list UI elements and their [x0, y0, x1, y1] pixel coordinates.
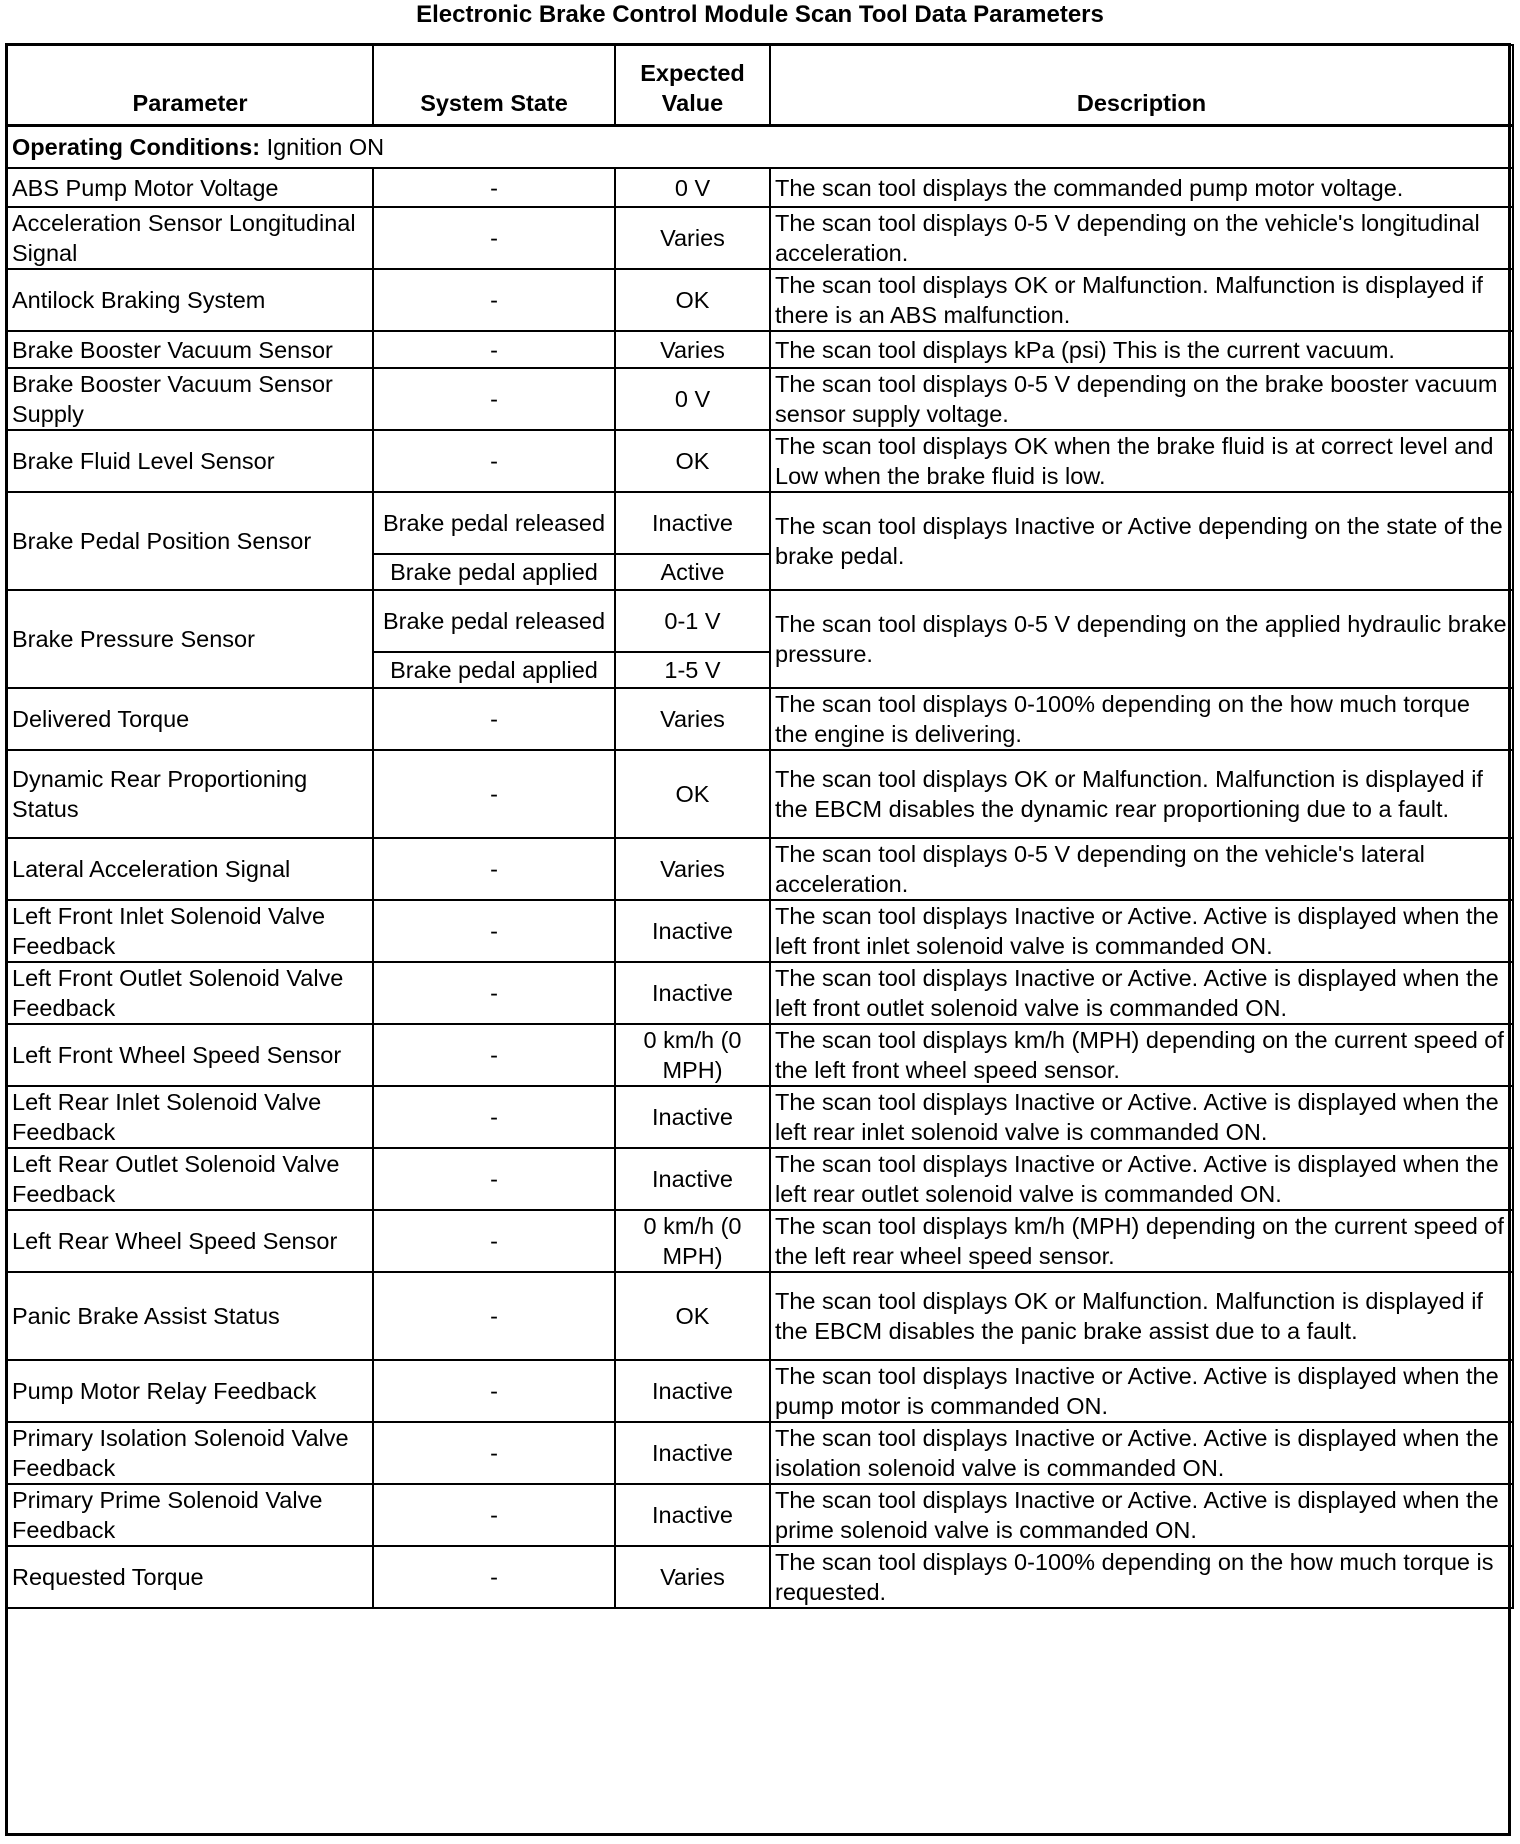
description-cell: The scan tool displays OK when the brake fluid is at correct level and Low when the brake fluid is low. [770, 430, 1513, 492]
expected-value-cell: Inactive [615, 962, 770, 1024]
table-row [7, 1360, 1513, 1422]
expected-value-cell: Inactive [615, 1148, 770, 1210]
parameter-cell: Acceleration Sensor Longitudinal Signal [7, 207, 373, 269]
description-cell: The scan tool displays km/h (MPH) depending on the current speed of the left front wheel speed sensor. [770, 1024, 1513, 1086]
system-state-cell: Brake pedal released [373, 492, 615, 554]
system-state-cell: - [373, 1086, 615, 1148]
system-state-cell: - [373, 838, 615, 900]
system-state-cell: Brake pedal released [373, 590, 615, 652]
table-row [7, 331, 1513, 368]
expected-value-cell: OK [615, 269, 770, 331]
parameter-cell: Left Rear Wheel Speed Sensor [7, 1210, 373, 1272]
expected-value-cell: 0 km/h (0 MPH) [615, 1024, 770, 1086]
table-row [7, 207, 1513, 269]
system-state-cell: - [373, 1272, 615, 1360]
table-row [7, 838, 1513, 900]
table-row [7, 430, 1513, 492]
header-row [7, 45, 1513, 126]
header-expected-value-line1: Expected [640, 60, 745, 86]
parameter-cell: Brake Booster Vacuum Sensor Supply [7, 368, 373, 430]
table-row [7, 168, 1513, 207]
parameter-cell: Left Front Outlet Solenoid Valve Feedback [7, 962, 373, 1024]
description-cell: The scan tool displays OK or Malfunction. Malfunction is displayed if the EBCM disables the dynamic rear proportioning due to a fault. [770, 750, 1513, 838]
table-row [7, 368, 1513, 430]
parameter-cell: Requested Torque [7, 1546, 373, 1608]
parameter-cell: Brake Booster Vacuum Sensor [7, 331, 373, 368]
system-state-cell: - [373, 207, 615, 269]
parameter-cell: Left Front Inlet Solenoid Valve Feedback [7, 900, 373, 962]
expected-value-cell: OK [615, 430, 770, 492]
table-row [7, 1086, 1513, 1148]
table-row [7, 1024, 1513, 1086]
table-row [7, 1272, 1513, 1360]
system-state-cell: - [373, 1024, 615, 1086]
system-state-cell: - [373, 331, 615, 368]
table-row [7, 1546, 1513, 1608]
description-cell: The scan tool displays 0-100% depending on the how much torque the engine is delivering. [770, 688, 1513, 750]
description-cell: The scan tool displays 0-100% depending on the how much torque is requested. [770, 1546, 1513, 1608]
expected-value-cell: Inactive [615, 900, 770, 962]
system-state-cell: - [373, 962, 615, 1024]
table-row [7, 1148, 1513, 1210]
operating-conditions-row [7, 126, 1513, 169]
description-cell: The scan tool displays Inactive or Active. Active is displayed when the isolation solenoid valve is commanded ON. [770, 1422, 1513, 1484]
description-cell: The scan tool displays kPa (psi) This is the current vacuum. [770, 331, 1513, 368]
parameter-cell: Pump Motor Relay Feedback [7, 1360, 373, 1422]
table-row [7, 590, 1513, 652]
description-cell: The scan tool displays Inactive or Active. Active is displayed when the left front outlet solenoid valve is commanded ON. [770, 962, 1513, 1024]
description-cell: The scan tool displays km/h (MPH) depending on the current speed of the left rear wheel speed sensor. [770, 1210, 1513, 1272]
header-description: Description [770, 45, 1513, 126]
system-state-cell: - [373, 1546, 615, 1608]
table-row [7, 1484, 1513, 1546]
expected-value-cell: 0-1 V [615, 590, 770, 652]
table-row [7, 750, 1513, 838]
parameter-cell: Dynamic Rear Proportioning Status [7, 750, 373, 838]
page-title: Electronic Brake Control Module Scan Tool Data Parameters [416, 1, 1104, 28]
header-parameter: Parameter [7, 45, 373, 126]
description-cell: The scan tool displays 0-5 V depending on the vehicle's longitudinal acceleration. [770, 207, 1513, 269]
operating-conditions-cell [7, 126, 1513, 169]
system-state-cell: - [373, 368, 615, 430]
parameter-cell: Antilock Braking System [7, 269, 373, 331]
description-cell: The scan tool displays 0-5 V depending on the applied hydraulic brake pressure. [770, 590, 1513, 688]
parameter-cell: Left Rear Outlet Solenoid Valve Feedback [7, 1148, 373, 1210]
description-cell: The scan tool displays Inactive or Active depending on the state of the brake pedal. [770, 492, 1513, 590]
system-state-cell: - [373, 269, 615, 331]
expected-value-cell: Varies [615, 688, 770, 750]
description-cell: The scan tool displays Inactive or Active. Active is displayed when the left rear outlet solenoid valve is commanded ON. [770, 1148, 1513, 1210]
expected-value-cell: OK [615, 750, 770, 838]
parameter-cell: Brake Fluid Level Sensor [7, 430, 373, 492]
system-state-cell: Brake pedal applied [373, 652, 615, 688]
system-state-cell: - [373, 750, 615, 838]
description-cell: The scan tool displays 0-5 V depending on the vehicle's lateral acceleration. [770, 838, 1513, 900]
parameter-cell: Left Front Wheel Speed Sensor [7, 1024, 373, 1086]
system-state-cell: Brake pedal applied [373, 554, 615, 590]
parameter-cell: Delivered Torque [7, 688, 373, 750]
system-state-cell: - [373, 1422, 615, 1484]
expected-value-cell: 0 V [615, 168, 770, 207]
expected-value-cell: Active [615, 554, 770, 590]
description-cell: The scan tool displays Inactive or Active. Active is displayed when the prime solenoid valve is commanded ON. [770, 1484, 1513, 1546]
description-cell: The scan tool displays the commanded pump motor voltage. [770, 168, 1513, 207]
parameter-cell: Brake Pressure Sensor [7, 590, 373, 688]
description-cell: The scan tool displays 0-5 V depending on the brake booster vacuum sensor supply voltage. [770, 368, 1513, 430]
parameter-cell: Primary Isolation Solenoid Valve Feedback [7, 1422, 373, 1484]
expected-value-cell: Varies [615, 1546, 770, 1608]
parameter-cell: Left Rear Inlet Solenoid Valve Feedback [7, 1086, 373, 1148]
table-row [7, 962, 1513, 1024]
system-state-cell: - [373, 1210, 615, 1272]
expected-value-cell: Varies [615, 331, 770, 368]
expected-value-cell: Varies [615, 838, 770, 900]
table-row [7, 900, 1513, 962]
parameter-cell: Primary Prime Solenoid Valve Feedback [7, 1484, 373, 1546]
expected-value-cell: 1-5 V [615, 652, 770, 688]
table-row [7, 269, 1513, 331]
expected-value-cell: Inactive [615, 1360, 770, 1422]
system-state-cell: - [373, 430, 615, 492]
header-expected-value-line2: Value [661, 90, 724, 116]
expected-value-cell: OK [615, 1272, 770, 1360]
system-state-cell: - [373, 1484, 615, 1546]
table-body [7, 126, 1513, 1609]
expected-value-cell: Varies [615, 207, 770, 269]
system-state-cell: - [373, 1360, 615, 1422]
expected-value-cell: Inactive [615, 1086, 770, 1148]
parameter-cell: Panic Brake Assist Status [7, 1272, 373, 1360]
expected-value-cell: Inactive [615, 492, 770, 554]
description-cell: The scan tool displays OK or Malfunction. Malfunction is displayed if there is an ABS malfunction. [770, 269, 1513, 331]
table-row [7, 1422, 1513, 1484]
operating-conditions-value: Ignition ON [260, 134, 385, 160]
system-state-cell: - [373, 688, 615, 750]
system-state-cell: - [373, 168, 615, 207]
parameter-cell: Lateral Acceleration Signal [7, 838, 373, 900]
description-cell: The scan tool displays Inactive or Active. Active is displayed when the pump motor is commanded ON. [770, 1360, 1513, 1422]
table-row [7, 1210, 1513, 1272]
system-state-cell: - [373, 900, 615, 962]
parameter-cell: Brake Pedal Position Sensor [7, 492, 373, 590]
table-row [7, 688, 1513, 750]
expected-value-cell: 0 V [615, 368, 770, 430]
table-row [7, 492, 1513, 554]
header-system-state: System State [373, 45, 615, 126]
description-cell: The scan tool displays Inactive or Active. Active is displayed when the left rear inlet solenoid valve is commanded ON. [770, 1086, 1513, 1148]
description-cell: The scan tool displays OK or Malfunction. Malfunction is displayed if the EBCM disables the panic brake assist due to a fault. [770, 1272, 1513, 1360]
expected-value-cell: 0 km/h (0 MPH) [615, 1210, 770, 1272]
header-expected-value [615, 45, 770, 126]
operating-conditions-label: Operating Conditions: [12, 134, 261, 160]
system-state-cell: - [373, 1148, 615, 1210]
parameter-cell: ABS Pump Motor Voltage [7, 168, 373, 207]
expected-value-cell: Inactive [615, 1422, 770, 1484]
parameters-table [6, 44, 1514, 1609]
expected-value-cell: Inactive [615, 1484, 770, 1546]
description-cell: The scan tool displays Inactive or Active. Active is displayed when the left front inlet solenoid valve is commanded ON. [770, 900, 1513, 962]
